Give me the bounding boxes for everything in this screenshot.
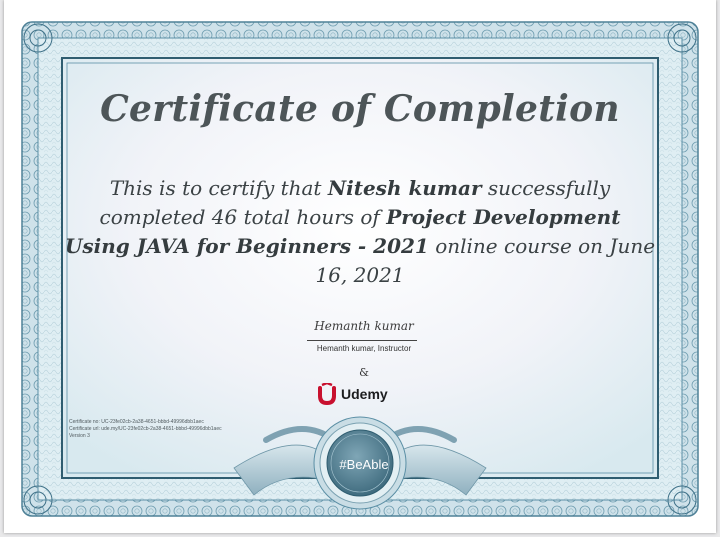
instructor-signature: Hemanth kumar	[314, 319, 414, 333]
instructor-name: Hemanth kumar, Instructor	[316, 344, 412, 353]
certificate-number: Certificate no: UC-23fe02cb-2a38-4651-bbbd-49996dbb1aec	[69, 419, 204, 425]
certificate-title: Certificate of Completion	[100, 88, 620, 130]
seal-hashtag: #BeAble	[339, 457, 389, 472]
udemy-wordmark: Udemy	[341, 386, 388, 402]
online-course-text: online course on	[435, 234, 604, 258]
certificate-statement	[64, 174, 656, 290]
student-name: Nitesh kumar	[327, 176, 482, 200]
udemy-u-icon	[316, 383, 338, 405]
intro-text: This is to certify that	[109, 176, 322, 200]
course-name: Project Development Using JAVA for Beginners - 2021	[64, 205, 621, 258]
completion-text: successfully completed 46 total hours of	[99, 176, 611, 229]
ampersand: &	[359, 366, 369, 379]
signature-line	[307, 340, 417, 341]
certificate-page	[4, 0, 716, 533]
certificate-url[interactable]: Certificate url: ude.my/UC-23fe02cb-2a38-4651-bbbd-49996dbb1aec	[69, 426, 222, 432]
certificate-meta	[69, 419, 222, 440]
completion-date: June 16, 2021	[315, 234, 656, 287]
certificate-version: Version 3	[69, 433, 90, 439]
udemy-logo	[316, 380, 388, 408]
